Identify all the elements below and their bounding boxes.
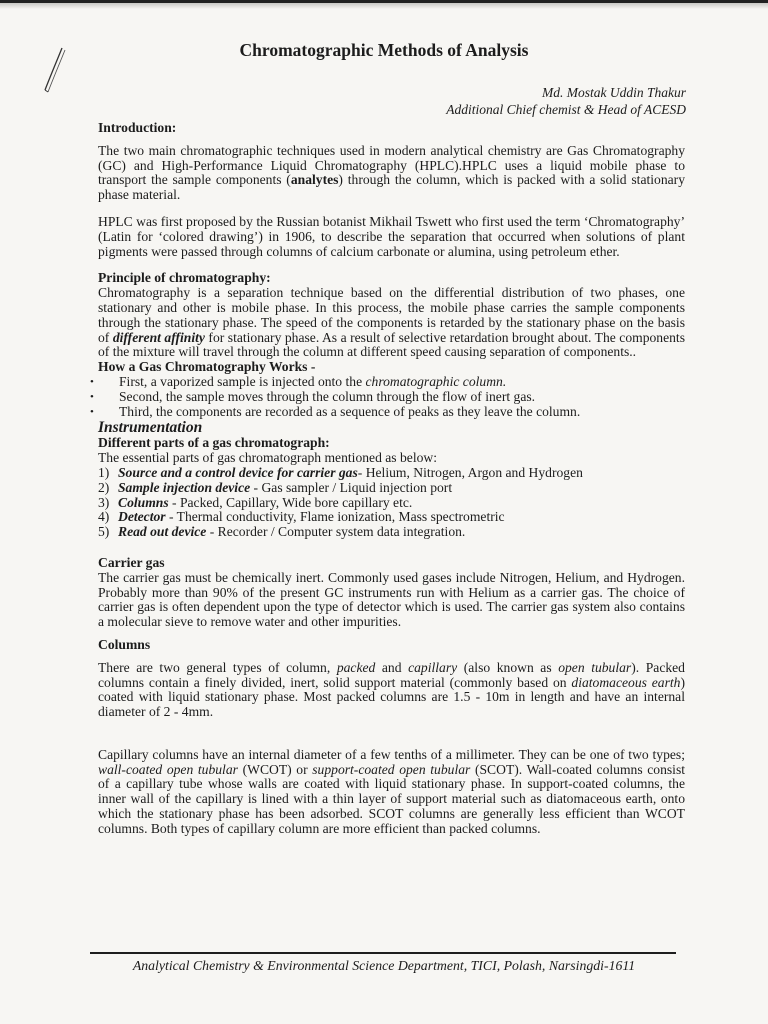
list-item [98, 466, 685, 481]
subheading-parts: Different parts of a gas chromatograph: [98, 435, 330, 451]
heading-instrumentation: Instrumentation [98, 419, 203, 437]
list-item: • First, a vaporized sample is injected onto the chromatographic column. [119, 375, 685, 390]
author-name: Md. Mostak Uddin Thakur [542, 85, 686, 100]
columns-paragraph-2: Capillary columns have an internal diameter of a few tenths of a millimeter. They can be one of two types; wall-coated open tubular (WCOT) or support-coated open tubular (SCOT). Wall-coated columns consist of a capillary tube whose walls are coated with liquid stationary phase. In support-coated columns, the inner wall of the capillary is lined with a thin layer of support material such as diatomaceous earth, onto which the stationary phase has been adsorbed. SCOT columns are generally less efficient than WCOT columns. Both types of capillary column are more efficient than packed columns. [98, 746, 686, 836]
document-title: Chromatographic Methods of Analysis [239, 40, 529, 60]
list-item [98, 496, 685, 511]
page-footer: Analytical Chemistry & Environmental Science Department, TICI, Polash, Narsingdi-1611 [132, 958, 636, 973]
list-number: 1) [98, 464, 110, 480]
columns-paragraph-1: There are two general types of column, packed and capillary (also known as open tubular). Packed columns contain a finely divided, inert, solid support material (commonly based on diatomaceous earth) coated with liquid stationary phase. Most packed columns are 1.5 - 10m in length and have an internal diameter of 2 - 4mm. [98, 659, 685, 720]
list-item: • Third, the components are recorded as a sequence of peaks as they leave the column. [119, 405, 685, 420]
intro-paragraph-1: The two main chromatographic techniques used in modern analytical chemistry are Gas Chromatography (GC) and High-Performance Liquid Chromatography (HPLC).HPLC uses a liquid mobile phase to transport the sample components (analytes) through the column, which is packed with a solid stationary phase material. [98, 142, 685, 203]
list-number: 3) [98, 494, 110, 510]
list-text: Detector - Thermal conductivity, Flame ionization, Mass spectrometric [118, 509, 505, 525]
list-text: Source and a control device for carrier gas- Helium, Nitrogen, Argon and Hydrogen [118, 464, 583, 480]
list-text: Sample injection device - Gas sampler / Liquid injection port [118, 479, 453, 495]
heading-carrier-gas: Carrier gas [98, 554, 165, 570]
list-item [98, 525, 685, 540]
list-item: • Second, the sample moves through the column through the flow of inert gas. [119, 390, 685, 405]
document-body [98, 121, 685, 837]
list-item [98, 510, 685, 525]
parts-intro: The essential parts of gas chromatograph mentioned as below: [98, 450, 437, 466]
carrier-gas-paragraph: The carrier gas must be chemically inert. Commonly used gases include Nitrogen, Helium, and Hydrogen. Probably more than 90% of the present GC instruments run with Helium as a carrier gas. The choice of carrier gas is often dependent upon the type of detector which is used. The carrier gas system also contains a molecular sieve to remove water and other impurities. [98, 569, 685, 630]
principle-paragraph: Chromatography is a separation technique based on the differential distribution of two phases, one stationary and other is mobile phase. In this process, the mobile phase carries the sample components through the stationary phase. The speed of the components is retarded by the stationary phase on the basis of different affinity for stationary phase. As a result of selective retardation brought about. The components of the mixture will travel through the column at different speed causing separation of components.. [98, 285, 685, 360]
author-role: Additional Chief chemist & Head of ACESD [446, 102, 686, 117]
how-gc-works-list [98, 375, 685, 419]
list-text: Columns - Packed, Capillary, Wide bore capillary etc. [118, 494, 413, 510]
heading-columns: Columns [98, 636, 151, 652]
list-number: 2) [98, 479, 110, 495]
list-text: Read out device - Recorder / Computer system data integration. [118, 524, 466, 540]
heading-principle: Principle of chromatography: [98, 270, 271, 286]
footer-rule [90, 952, 676, 954]
author-block [446, 84, 686, 118]
intro-paragraph-2: HPLC was first proposed by the Russian botanist Mikhail Tswett who first used the term ‘Chromatography’ (Latin for ‘colored drawing’) in 1906, to describe the separation that occurred when solutions of plant pigments were passed through columns of calcium carbonate or alumina, using petroleum ether. [98, 213, 685, 259]
list-number: 5) [98, 524, 110, 540]
heading-introduction: Introduction: [98, 120, 177, 135]
list-item [98, 481, 685, 496]
parts-list [98, 466, 685, 540]
heading-how-gc-works: How a Gas Chromatography Works - [98, 359, 316, 375]
page-top-shadow [0, 3, 768, 9]
list-number: 4) [98, 509, 110, 525]
